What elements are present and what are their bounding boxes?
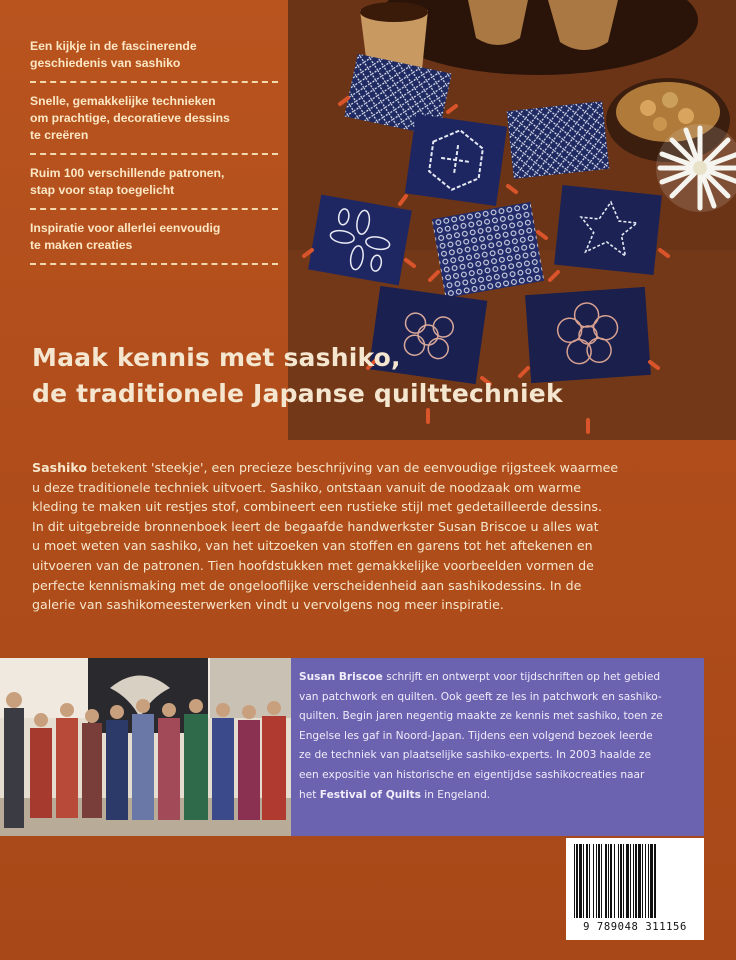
dashed-divider	[30, 263, 278, 265]
isbn-number: 9 789048 311156	[583, 921, 687, 933]
feature-line: om prachtige, decoratieve dessins	[30, 111, 230, 125]
isbn-barcode	[566, 838, 704, 940]
coaster-5	[432, 202, 544, 298]
barcode-bar	[593, 844, 594, 918]
barcode-bar	[635, 844, 637, 918]
body-line: u moet weten van sashiko, van het uitzoeken van stoffen en garens tot het aftekenen en	[32, 538, 593, 554]
body-line: In dit uitgebreide bronnenboek leert de begaafde handwerkster Susan Briscoe u alles wat	[32, 518, 599, 534]
barcode-bar	[574, 844, 575, 918]
festival-name: Festival of Quilts	[319, 788, 421, 801]
body-line	[32, 458, 712, 478]
feature-item	[30, 220, 280, 254]
feature-line: Inspiratie voor allerlei eenvoudig	[30, 221, 221, 235]
feature-line: te maken creaties	[30, 238, 133, 252]
feature-list	[30, 38, 280, 275]
feature-item	[30, 38, 280, 72]
barcode-bar	[614, 844, 615, 918]
dashed-divider	[30, 81, 278, 83]
barcode-bar	[605, 844, 607, 918]
headline-line-1: Maak kennis met sashiko,	[32, 343, 401, 372]
barcode-bar	[596, 844, 597, 918]
feature-line: te creëren	[30, 128, 89, 142]
headline	[32, 340, 722, 412]
feature-line: Een kijkje in de fascinerende	[30, 39, 197, 53]
dashed-divider	[30, 208, 278, 210]
dashed-divider	[30, 153, 278, 155]
bio-line-rest: schrijft en ontwerpt voor tijdschriften op het gebied	[382, 671, 661, 683]
bio-line: van patchwork en quilten. Ook geeft ze les in patchwork en sashiko-	[299, 690, 662, 703]
coaster-6	[554, 185, 662, 275]
barcode-bar	[650, 844, 653, 918]
body-line: kleding te maken uit restjes stof, combineert een rustieke stijl met gedetailleerde dessins.	[32, 499, 602, 515]
feature-item	[30, 165, 280, 199]
barcode-bar	[586, 844, 588, 918]
bio-last-pre: het	[299, 788, 320, 801]
bio-line	[299, 668, 699, 688]
barcode-bar	[623, 844, 624, 918]
body-line-rest: betekent 'steekje', een precieze beschrijving van de eenvoudige rijgsteek waarmee	[87, 460, 619, 475]
body-line: u deze traditionele techniek uitvoert. Sashiko, ontstaan vanuit de noodzaak om warme	[32, 479, 581, 495]
bio-line: ze de techniek van plaatselijke sashiko-experts. In 2003 haalde ze	[299, 749, 652, 762]
barcode-bar	[633, 844, 634, 918]
barcode-bars	[572, 844, 698, 920]
coaster-4	[308, 195, 412, 286]
barcode-bar	[645, 844, 646, 918]
barcode-bar	[598, 844, 600, 918]
barcode-bar	[626, 844, 629, 918]
barcode-bar	[576, 844, 578, 918]
coaster-2	[405, 114, 507, 206]
author-name: Susan Briscoe	[299, 671, 383, 683]
headline-line-2: de traditionele Japanse quilttechniek	[32, 379, 563, 408]
bio-line	[299, 786, 699, 806]
feature-line: geschiedenis van sashiko	[30, 56, 181, 70]
body-line: perfecte kennismaking met de ongelooflijke verscheidenheid aan sashikodessins. In de	[32, 577, 582, 593]
barcode-bar	[630, 844, 631, 918]
group-photo	[0, 658, 291, 836]
barcode-bar	[618, 844, 619, 918]
barcode-bar	[648, 844, 649, 918]
feature-item	[30, 93, 280, 144]
barcode-bar	[601, 844, 602, 918]
body-line: galerie van sashikomeesterwerken vindt u vervolgens nog meer inspiratie.	[32, 597, 504, 613]
barcode-bar	[589, 844, 590, 918]
feature-line: Snelle, gemakkelijke technieken	[30, 94, 216, 108]
barcode-bar	[620, 844, 622, 918]
author-bio	[299, 668, 699, 805]
description-paragraph	[32, 458, 712, 615]
body-lead: Sashiko	[32, 460, 88, 475]
barcode-bar	[608, 844, 609, 918]
barcode-bar	[654, 844, 656, 918]
feature-line: Ruim 100 verschillende patronen,	[30, 166, 225, 180]
barcode-bar	[579, 844, 582, 918]
barcode-bar	[610, 844, 612, 918]
bio-line: een expositie van historische en eigentijdse sashikocreaties naar	[299, 768, 645, 781]
feature-line: stap voor stap toegelicht	[30, 183, 175, 197]
barcode-bar	[642, 844, 643, 918]
bio-last-post: in Engeland.	[420, 788, 491, 801]
author-bio-panel	[291, 658, 704, 836]
bio-line: quilten. Begin jaren negentig maakte ze kennis met sashiko, toen ze	[299, 710, 663, 723]
barcode-bar	[583, 844, 584, 918]
barcode-bar	[638, 844, 641, 918]
body-line: uitvoeren van de patronen. Tien hoofdstukken met gemakkelijke voorbeelden vormen de	[32, 557, 594, 573]
bio-line: Engelse les gaf in Noord-Japan. Tijdens een volgend bezoek leerde	[299, 729, 653, 742]
coaster-3	[507, 101, 610, 179]
